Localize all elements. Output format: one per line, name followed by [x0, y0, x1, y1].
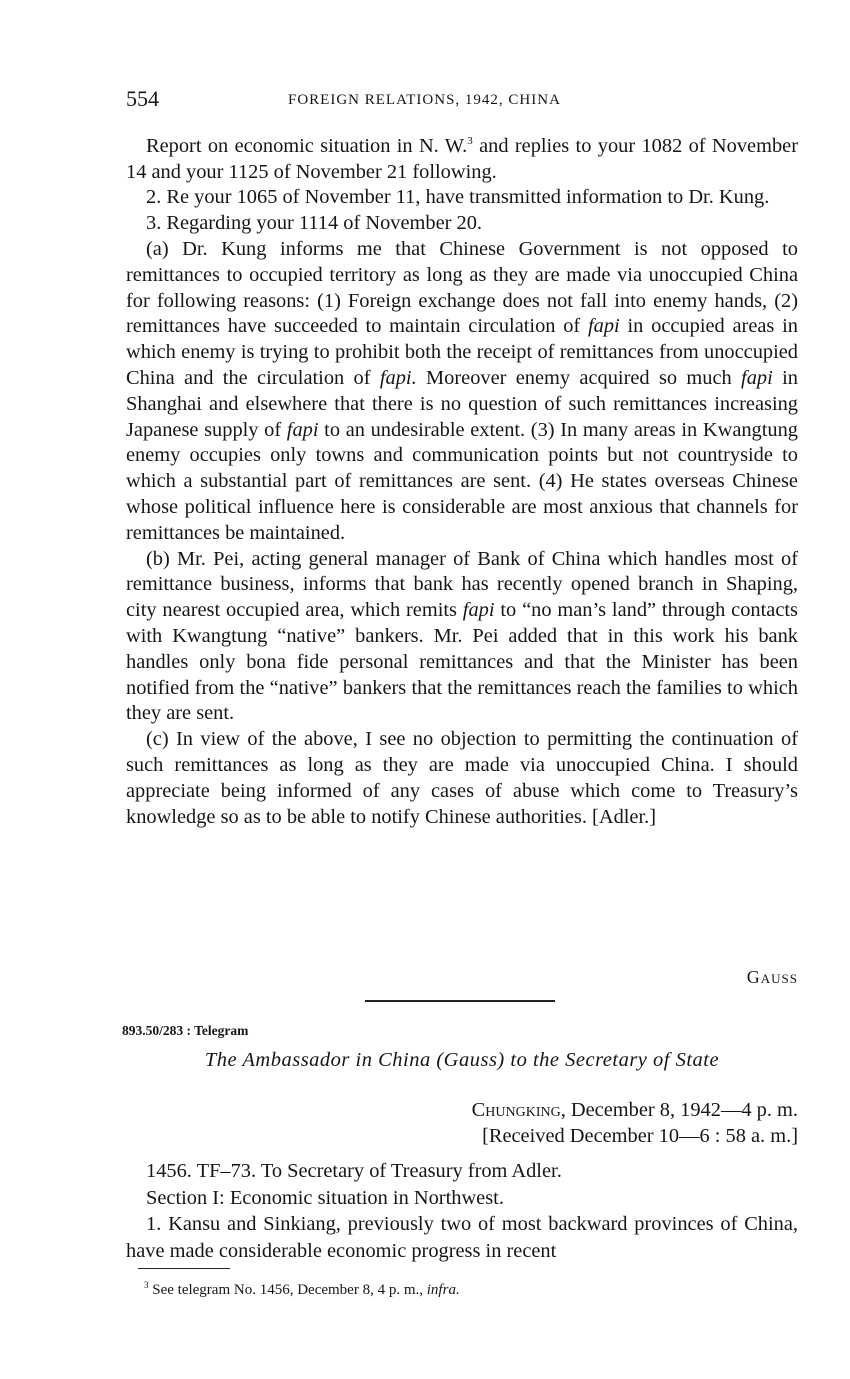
dateline	[126, 1097, 798, 1149]
footnote: $^3$ See telegram No. 1456, December 8, 4 p. m., infra.	[144, 1280, 460, 1298]
footnote-marker: 3	[144, 1280, 149, 1290]
dateline-received: [Received December 10—6 : 58 a. m.]	[482, 1125, 798, 1147]
paragraph-3c: (c) In view of the above, I see no objection to permitting the continuation of such remittances as long as they are made via unoccupied China. I should appreciate being informed of any cases of abuse which come to Treasury’s knowledge so as to be able to notify Chinese authorities. [Adler.]	[126, 728, 798, 828]
document-heading: The Ambassador in China (Gauss) to the Secretary of State	[204, 1049, 720, 1071]
section-divider	[365, 1000, 555, 1002]
paragraph-kansu: 1. Kansu and Sinkiang, previously two of most backward provinces of China, have made considerable economic progress in recent	[126, 1213, 798, 1262]
paragraph-intro: Report on economic situation in N. W.$^3$ and replies to your 1082 of November 14 and your 1125 of November 21 following.	[126, 134, 798, 183]
paragraph-telegram-number: 1456. TF–73. To Secretary of Treasury from Adler.	[146, 1160, 562, 1182]
telegram-body-1	[126, 129, 798, 830]
page-number: 554	[126, 86, 159, 111]
signature: Gauss	[746, 967, 798, 987]
telegram-body-2	[126, 1158, 798, 1264]
dateline-sent: Chungking, December 8, 1942—4 p. m.	[471, 1099, 798, 1121]
running-header	[126, 86, 798, 116]
file-reference: 893.50/283 : Telegram	[122, 1023, 249, 1038]
paragraph-3a: (a) Dr. Kung informs me that Chinese Government is not opposed to remittances to occupied territory as long as they are made via unoccupied China for following reasons: (1) Foreign exchange does not fall into enemy hands, (2) remittances have succeeded to maintain circulation of fapi in occupied areas in which enemy is trying to prohibit both the receipt of remittances from unoccupied China and the circulation of fapi. Moreover enemy acquired so much fapi in Shanghai and elsewhere that there is no question of such remittances increasing Japanese supply of fapi to an undesirable extent. (3) In many areas in Kwangtung enemy occupies only towns and communication points but not countryside to which a substantial part of remittances are sent. (4) He states overseas Chinese whose political influence here is considerable are most anxious that channels for remittances be maintained.	[126, 237, 799, 544]
header-title: FOREIGN RELATIONS, 1942, CHINA	[288, 92, 561, 108]
paragraph-3: 3. Regarding your 1114 of November 20.	[146, 212, 482, 235]
paragraph-3b: (b) Mr. Pei, acting general manager of Bank of China which handles most of remittance business, informs that bank has recently opened branch in Shaping, city nearest occupied area, which remits fapi to “no man’s land” through contacts with Kwangtung “native” bankers. Mr. Pei added that in this work his bank handles only bona fide personal remittances and that the Minister has been notified from the “native” bankers that the remittances reach the families to which they are sent.	[126, 547, 798, 725]
paragraph-section: Section I: Economic situation in Northwest.	[146, 1186, 504, 1209]
footnote-ref: 3	[467, 135, 473, 147]
paragraph-2: 2. Re your 1065 of November 11, have transmitted information to Dr. Kung.	[146, 186, 770, 209]
footnote-divider	[138, 1268, 230, 1269]
